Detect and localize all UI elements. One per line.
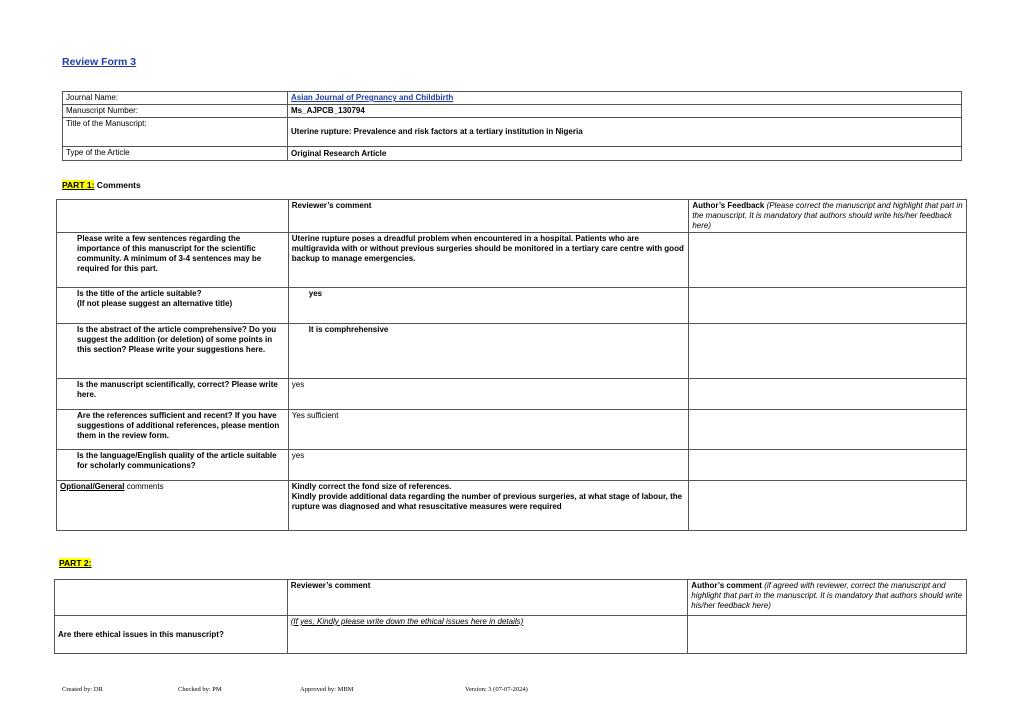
part1-comments-table [56, 199, 967, 531]
author-feedback-cell[interactable] [689, 233, 967, 288]
table-row [57, 379, 967, 410]
part2-reviewer-header: Reviewer’s comment [287, 580, 688, 616]
type-value: Original Research Article [288, 147, 962, 161]
table-row [57, 324, 967, 379]
type-label: Type of the Article [63, 147, 288, 161]
optional-comments-label: Optional/General comments [57, 481, 289, 531]
ethics-hint: (If yes, Kindly please write down the ethical issues here in details) [287, 616, 688, 654]
optional-comments-text: Kindly correct the fond size of references. Kindly provide additional data regarding the number of previous surgeries, at what stage of labour, the rupture was diagnosed and what resuscitative measures were required [288, 481, 689, 531]
part2-author-header: Author’s comment (if agreed with reviewer, correct the manuscript and highlight that part in the manuscript. It is mandatory that authors should write his/her feedback here) [688, 580, 967, 616]
author-feedback-header: Author’s Feedback (Please correct the manuscript and highlight that part in the manuscript. It is mandatory that authors should write his/her feedback here) [689, 200, 967, 233]
ethics-question: Are there ethical issues in this manuscript? [55, 616, 288, 654]
comment-references: Yes sufficient [288, 410, 689, 450]
author-feedback-cell[interactable] [689, 379, 967, 410]
journal-link[interactable]: Asian Journal of Pregnancy and Childbirth [291, 93, 454, 102]
question-title: Is the title of the article suitable? (If not please suggest an alternative title) [57, 288, 289, 324]
question-abstract: Is the abstract of the article comprehensive? Do you suggest the addition (or deletion) of some points in this section? Please write your suggestions here. [57, 324, 289, 379]
question-references: Are the references sufficient and recent? If you have suggestions of additional references, please mention them in the review form. [57, 410, 289, 450]
question-importance: Please write a few sentences regarding the importance of this manuscript for the scientific community. A minimum of 3-4 sentences may be required for this part. [57, 233, 289, 288]
footer-checked: Checked by: PM [178, 686, 222, 693]
table-row [57, 450, 967, 481]
comment-language: yes [288, 450, 689, 481]
part2-ethics-table [54, 579, 967, 654]
reviewer-comment-header: Reviewer’s comment [288, 200, 689, 233]
manuscript-number-label: Manuscript Number: [63, 105, 288, 118]
table-row [57, 288, 967, 324]
table-row [57, 481, 967, 531]
table-row [55, 616, 967, 654]
title-label: Title of the Manuscript: [63, 118, 288, 147]
footer-approved: Approved by: MBM [300, 686, 354, 693]
part1-heading [62, 180, 141, 190]
author-feedback-cell[interactable] [689, 288, 967, 324]
manuscript-info-table [62, 91, 962, 161]
table-row [57, 410, 967, 450]
question-language: Is the language/English quality of the article suitable for scholarly communications? [57, 450, 289, 481]
footer-version: Version: 3 (07-07-2024) [465, 686, 528, 693]
form-title: Review Form 3 [62, 56, 137, 68]
comment-abstract: It is comphrehensive [288, 324, 689, 379]
comment-title: yes [288, 288, 689, 324]
comment-scientific: yes [288, 379, 689, 410]
question-scientific: Is the manuscript scientifically, correct? Please write here. [57, 379, 289, 410]
author-comment-cell[interactable] [688, 616, 967, 654]
author-feedback-cell[interactable] [689, 410, 967, 450]
footer-created: Created by: DR [62, 686, 103, 693]
manuscript-number-value: Ms_AJPCB_130794 [288, 105, 962, 118]
part2-heading: PART 2: [59, 558, 92, 568]
part1-heading-text: Comments [94, 180, 141, 190]
journal-label: Journal Name: [63, 92, 288, 105]
table-row [57, 233, 967, 288]
author-feedback-cell[interactable] [689, 450, 967, 481]
author-feedback-cell[interactable] [689, 481, 967, 531]
title-value: Uterine rupture: Prevalence and risk factors at a tertiary institution in Nigeria [288, 118, 962, 147]
comment-importance: Uterine rupture poses a dreadful problem when encountered in a hospital. Patients who are multigravida with or without previous surgeries should be monitored in a tertiary care centre with good backup to manage emergencies. [288, 233, 689, 288]
author-feedback-cell[interactable] [689, 324, 967, 379]
part1-label: PART 1: [62, 180, 95, 190]
